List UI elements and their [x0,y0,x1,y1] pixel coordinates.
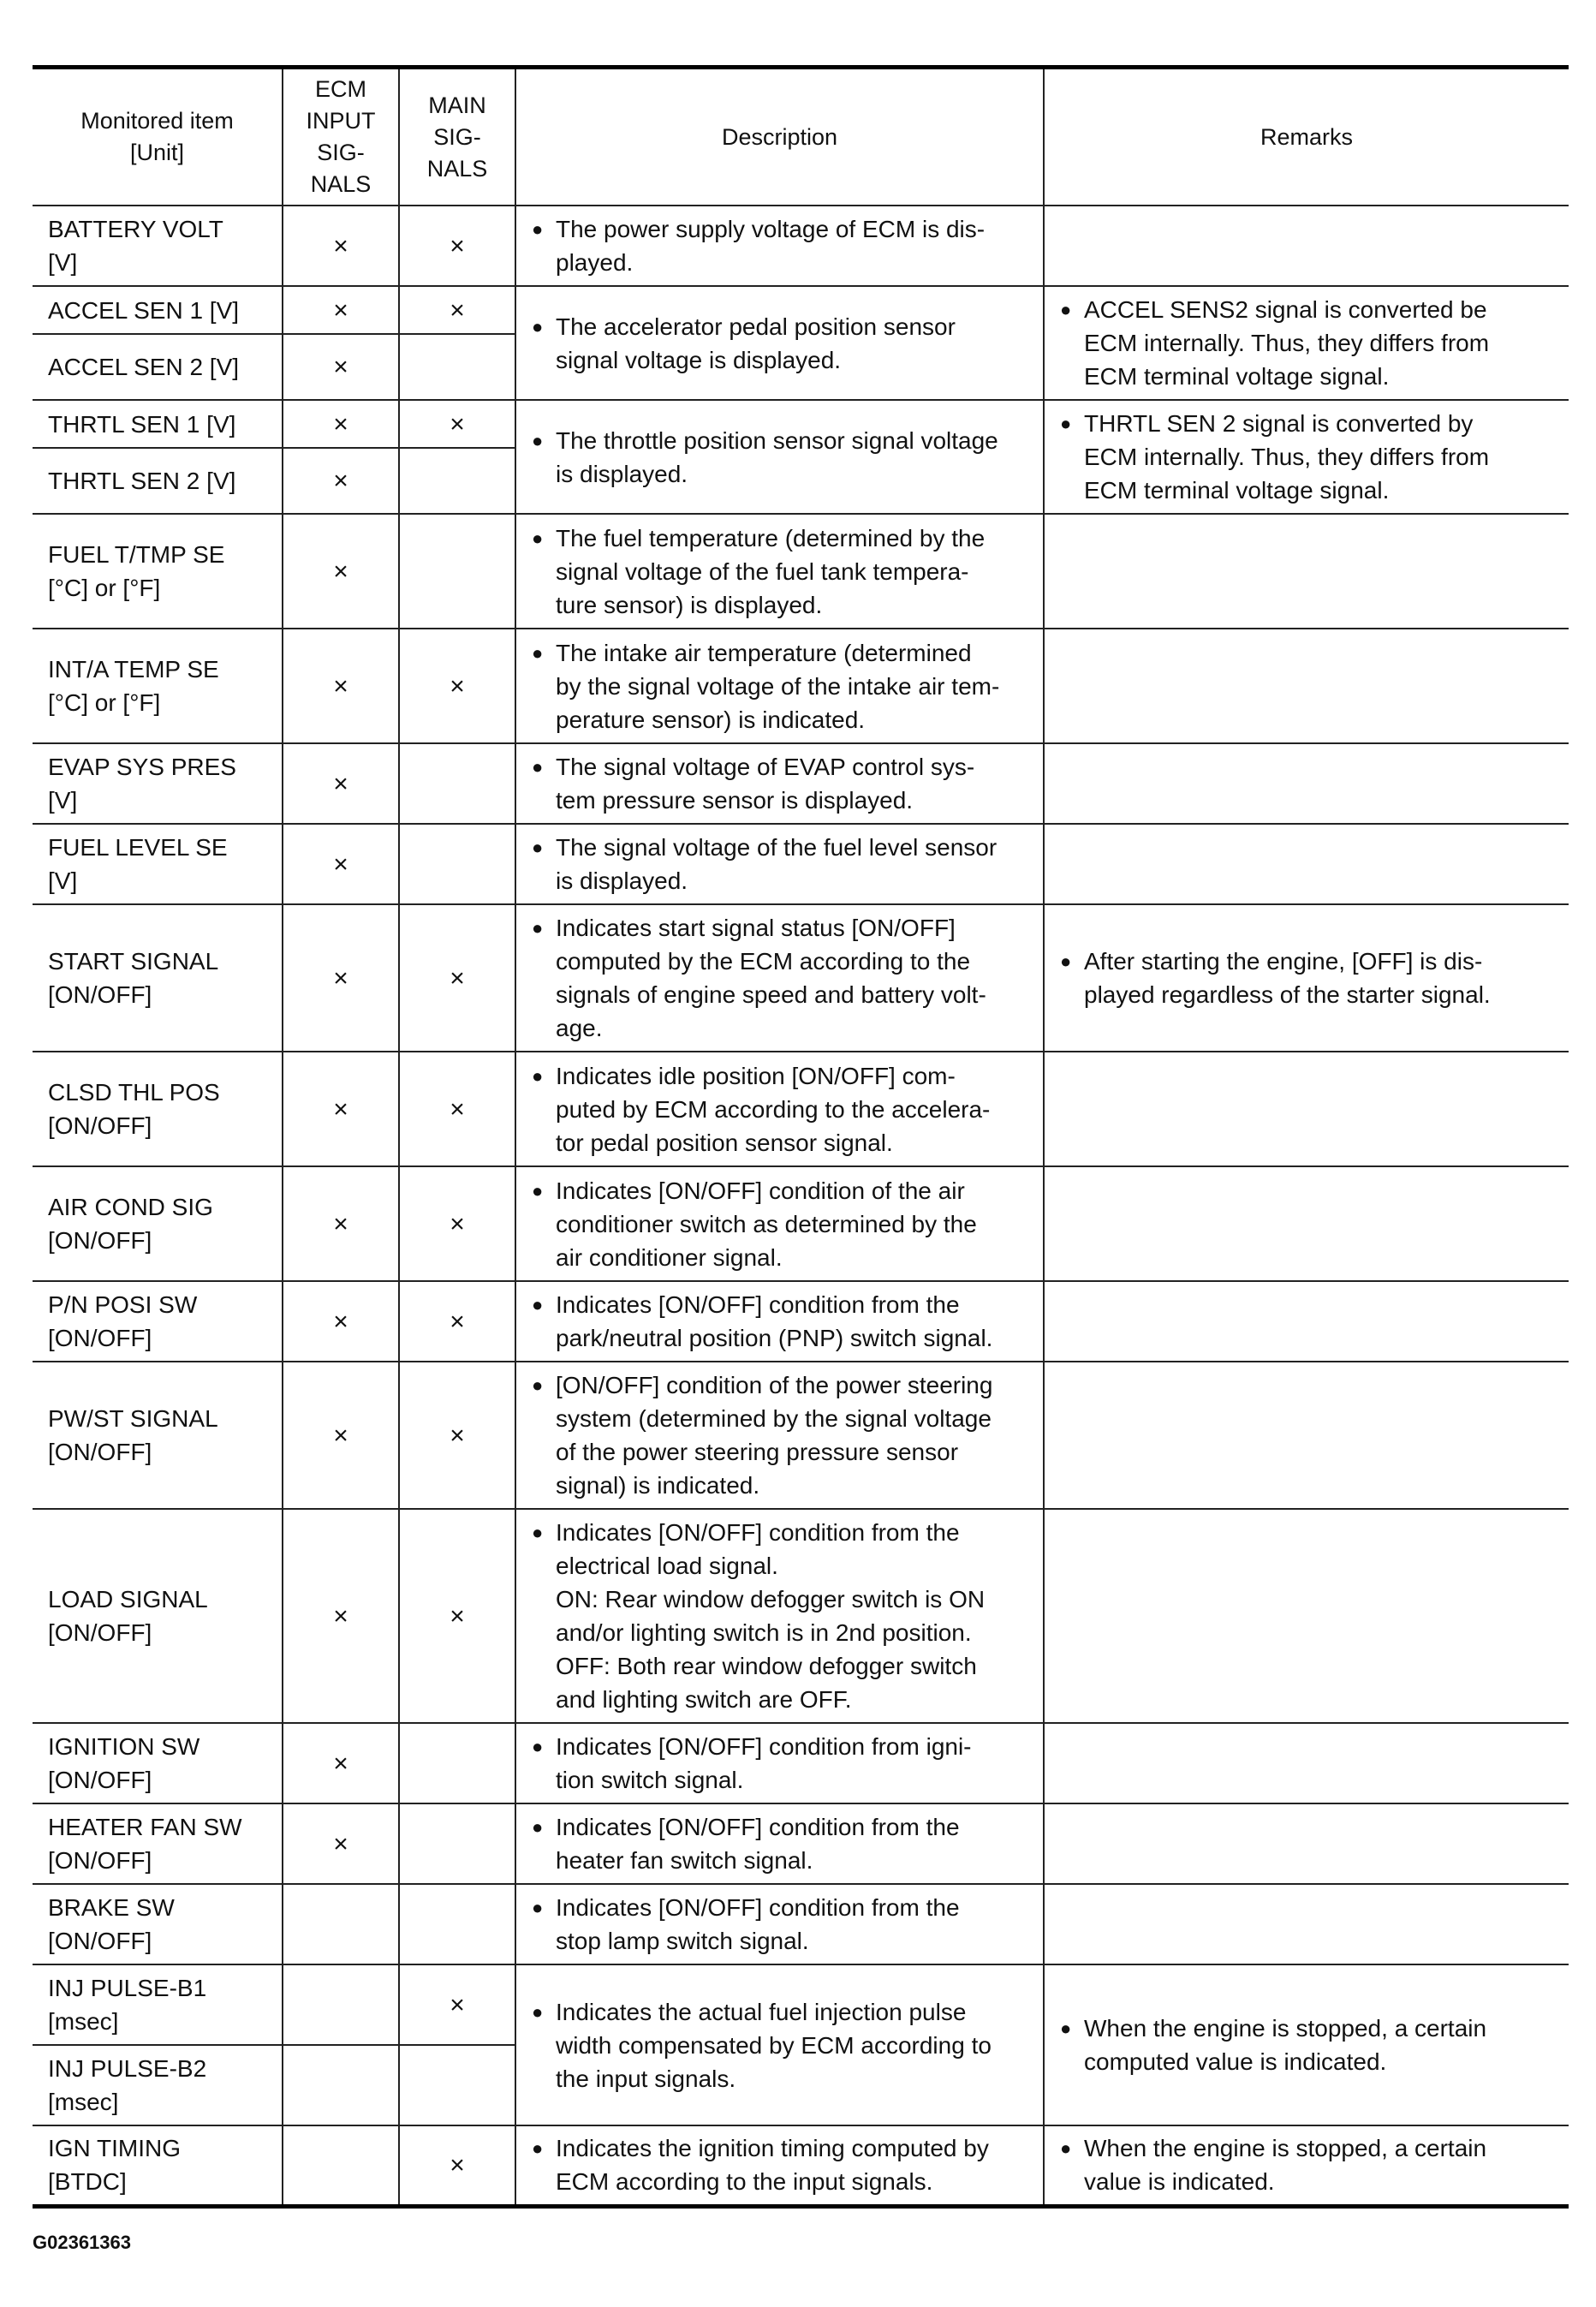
remarks-cell [1044,824,1569,904]
description-cell [515,286,1044,400]
remarks-cell [1044,514,1569,629]
monitor-item-table-page [33,65,1569,2209]
description-text: The fuel temperature (determined by the signal voltage of the fuel tank tempera- ture sensor) is displayed. [556,524,986,618]
monitored-item: EVAP SYS PRES [V] [33,743,283,824]
main-signal-mark [399,743,515,824]
table-row [33,1964,1569,2045]
description-cell [515,1281,1044,1362]
header-description [515,68,1044,206]
table-row [33,1509,1569,1723]
main-signal-mark: × [399,286,515,334]
table-row [33,514,1569,629]
bullet-icon: ● [532,1374,544,1396]
ecm-input-mark: × [283,1362,399,1509]
description-text: The intake air temperature (determined by the signal voltage of the intake air tem- perature sensor) is indicated. [556,639,1000,733]
bullet-icon: ● [532,917,544,939]
description-text: Indicates the ignition timing computed by ECM according to the input signals. [556,2135,989,2196]
monitored-item: BATTERY VOLT [V] [33,206,283,286]
bullet-icon: ● [532,1064,544,1087]
table-row [33,400,1569,448]
table-row [33,824,1569,904]
monitored-item: INJ PULSE-B1 [msec] [33,1964,283,2045]
main-signal-mark [399,1723,515,1803]
main-signal-mark: × [399,2125,515,2206]
ecm-input-mark: × [283,1723,399,1803]
monitored-item: FUEL LEVEL SE [V] [33,824,283,904]
remarks-cell [1044,206,1569,286]
ecm-input-mark: × [283,1803,399,1884]
ecm-input-mark: × [283,904,399,1052]
remarks-cell [1044,1052,1569,1166]
table-row [33,2125,1569,2206]
description-cell [515,1362,1044,1509]
monitored-item: IGN TIMING [BTDC] [33,2125,283,2206]
bullet-icon: ● [1060,2137,1072,2160]
remarks-cell [1044,743,1569,824]
header-remarks-label: Remarks [1260,123,1353,150]
figure-id: G02361363 [33,2232,131,2253]
monitored-item: THRTL SEN 2 [V] [33,448,283,514]
main-signal-mark: × [399,1052,515,1166]
bullet-icon: ● [532,1179,544,1201]
description-text: Indicates [ON/OFF] condition from igni- tion switch signal. [556,1733,972,1793]
description-text: Indicates [ON/OFF] condition from the park/neutral position (PNP) switch signal. [556,1291,993,1351]
ecm-input-mark: × [283,629,399,743]
remarks-cell [1044,1964,1569,2125]
header-main-signals-label: MAIN SIG- NALS [426,92,488,182]
table-row [33,1803,1569,1884]
header-monitored-item [33,68,283,206]
table-row [33,286,1569,334]
monitored-item: FUEL T/TMP SE [°C] or [°F] [33,514,283,629]
description-text: The signal voltage of EVAP control sys- tem pressure sensor is displayed. [556,754,975,814]
table-row [33,1884,1569,1964]
main-signal-mark [399,1803,515,1884]
bullet-icon: ● [532,1294,544,1315]
ecm-input-mark: × [283,1166,399,1281]
description-text: Indicates [ON/OFF] condition from the stop lamp switch signal. [556,1894,960,1954]
ecm-input-mark: × [283,1509,399,1723]
table-row [33,1723,1569,1803]
bullet-icon: ● [1060,951,1072,972]
description-text: Indicates the actual fuel injection pulse width compensated by ECM according to the input signals. [556,1998,992,2092]
bullet-icon: ● [532,2137,544,2160]
remarks-cell [1044,1362,1569,1509]
monitored-item: IGNITION SW [ON/OFF] [33,1723,283,1803]
monitored-item: LOAD SIGNAL [ON/OFF] [33,1509,283,1723]
bullet-icon: ● [532,1522,544,1543]
table-row [33,1281,1569,1362]
description-text: Indicates [ON/OFF] condition of the air conditioner switch as determined by the air conditioner signal. [556,1177,977,1271]
remarks-cell [1044,286,1569,400]
remarks-cell [1044,1281,1569,1362]
bullet-icon: ● [1060,2018,1072,2039]
monitored-item: INJ PULSE-B2 [msec] [33,2045,283,2125]
description-cell [515,629,1044,743]
bullet-icon: ● [1060,299,1072,320]
description-cell [515,1803,1044,1884]
ecm-input-mark: × [283,334,399,400]
table-row [33,1362,1569,1509]
monitored-item: P/N POSI SW [ON/OFF] [33,1281,283,1362]
main-signal-mark: × [399,1509,515,1723]
table-row [33,629,1569,743]
ecm-input-mark [283,2125,399,2206]
table-row [33,206,1569,286]
bullet-icon: ● [532,1816,544,1838]
table-row [33,743,1569,824]
main-signal-mark [399,2045,515,2125]
table-row [33,1052,1569,1166]
bullet-icon: ● [532,756,544,778]
ecm-input-mark [283,1884,399,1964]
ecm-input-mark: × [283,1281,399,1362]
description-text: [ON/OFF] condition of the power steering system (determined by the signal voltage of the power steering pressure sensor signal) is indicated. [556,1372,993,1499]
remarks-cell [1044,1509,1569,1723]
remarks-text: When the engine is stopped, a certain computed value is indicated. [1084,2015,1487,2075]
remarks-cell [1044,1723,1569,1803]
bullet-icon: ● [532,1897,544,1918]
ecm-input-mark: × [283,286,399,334]
description-cell [515,904,1044,1052]
description-cell [515,514,1044,629]
main-signal-mark [399,1884,515,1964]
bullet-icon: ● [532,429,544,451]
description-cell [515,1884,1044,1964]
main-signal-mark: × [399,1166,515,1281]
bullet-icon: ● [532,218,544,240]
ecm-input-mark: × [283,400,399,448]
main-signal-mark: × [399,1281,515,1362]
bullet-icon: ● [1060,413,1072,434]
monitor-item-table [33,65,1569,2209]
main-signal-mark: × [399,1362,515,1509]
bullet-icon: ● [532,315,544,337]
remarks-text: ACCEL SENS2 signal is converted be ECM internally. Thus, they differs from ECM terminal voltage signal. [1084,296,1490,390]
main-signal-mark: × [399,206,515,286]
remarks-text: When the engine is stopped, a certain value is indicated. [1084,2135,1487,2196]
remarks-text: After starting the engine, [OFF] is dis- played regardless of the starter signal. [1084,948,1491,1008]
table-header [33,68,1569,206]
monitored-item: ACCEL SEN 2 [V] [33,334,283,400]
description-cell [515,1723,1044,1803]
bullet-icon: ● [532,837,544,858]
header-ecm-input-label: ECM INPUT SIG- NALS [306,76,376,197]
remarks-cell [1044,629,1569,743]
monitored-item: ACCEL SEN 1 [V] [33,286,283,334]
table-row [33,1166,1569,1281]
main-signal-mark [399,824,515,904]
monitored-item: BRAKE SW [ON/OFF] [33,1884,283,1964]
description-cell [515,743,1044,824]
description-text: Indicates start signal status [ON/OFF] computed by the ECM according to the signals of engine speed and battery volt- age. [556,915,986,1041]
monitored-item: PW/ST SIGNAL [ON/OFF] [33,1362,283,1509]
description-text: Indicates [ON/OFF] condition from the electrical load signal. ON: Rear window defogger switch is ON and/or lighting switch is in 2nd position. OFF: Both rear window defogger switch and lighting switch are OFF. [556,1519,986,1713]
description-text: Indicates idle position [ON/OFF] com- puted by ECM according to the accelera- tor pedal position sensor signal. [556,1062,991,1156]
description-cell [515,1166,1044,1281]
header-description-label: Description [721,123,838,150]
ecm-input-mark [283,1964,399,2045]
description-cell [515,400,1044,514]
header-remarks [1044,68,1569,206]
ecm-input-mark: × [283,514,399,629]
ecm-input-mark: × [283,206,399,286]
table-row [33,904,1569,1052]
description-text: The throttle position sensor signal voltage is displayed. [556,426,998,487]
description-cell [515,1509,1044,1723]
description-text: The accelerator pedal position sensor signal voltage is displayed. [556,313,956,373]
bullet-icon: ● [532,1736,544,1757]
description-text: The power supply voltage of ECM is dis- played. [556,216,986,276]
main-signal-mark [399,448,515,514]
description-cell [515,824,1044,904]
description-cell [515,206,1044,286]
monitored-item: START SIGNAL [ON/OFF] [33,904,283,1052]
remarks-cell [1044,1803,1569,1884]
monitored-item: THRTL SEN 1 [V] [33,400,283,448]
bullet-icon: ● [532,2000,544,2023]
bullet-icon: ● [532,527,544,549]
main-signal-mark: × [399,629,515,743]
monitored-item: HEATER FAN SW [ON/OFF] [33,1803,283,1884]
description-text: The signal voltage of the fuel level sensor is displayed. [556,834,998,894]
main-signal-mark [399,514,515,629]
main-signal-mark: × [399,400,515,448]
monitored-item: CLSD THL POS [ON/OFF] [33,1052,283,1166]
main-signal-mark: × [399,904,515,1052]
remarks-cell [1044,904,1569,1052]
ecm-input-mark: × [283,448,399,514]
remarks-cell [1044,1166,1569,1281]
header-monitored-item-label: Monitored item [Unit] [80,108,234,165]
ecm-input-mark [283,2045,399,2125]
description-cell [515,2125,1044,2206]
remarks-cell [1044,400,1569,514]
ecm-input-mark: × [283,1052,399,1166]
description-cell [515,1052,1044,1166]
ecm-input-mark: × [283,824,399,904]
description-text: Indicates [ON/OFF] condition from the heater fan switch signal. [556,1814,960,1874]
main-signal-mark [399,334,515,400]
description-cell [515,1964,1044,2125]
remarks-text: THRTL SEN 2 signal is converted by ECM internally. Thus, they differs from ECM terminal voltage signal. [1084,410,1490,504]
ecm-input-mark: × [283,743,399,824]
main-signal-mark: × [399,1964,515,2045]
header-ecm-input-signals [283,68,399,206]
bullet-icon: ● [532,641,544,664]
remarks-cell [1044,1884,1569,1964]
header-main-signals [399,68,515,206]
remarks-cell [1044,2125,1569,2206]
monitored-item: INT/A TEMP SE [°C] or [°F] [33,629,283,743]
monitored-item: AIR COND SIG [ON/OFF] [33,1166,283,1281]
